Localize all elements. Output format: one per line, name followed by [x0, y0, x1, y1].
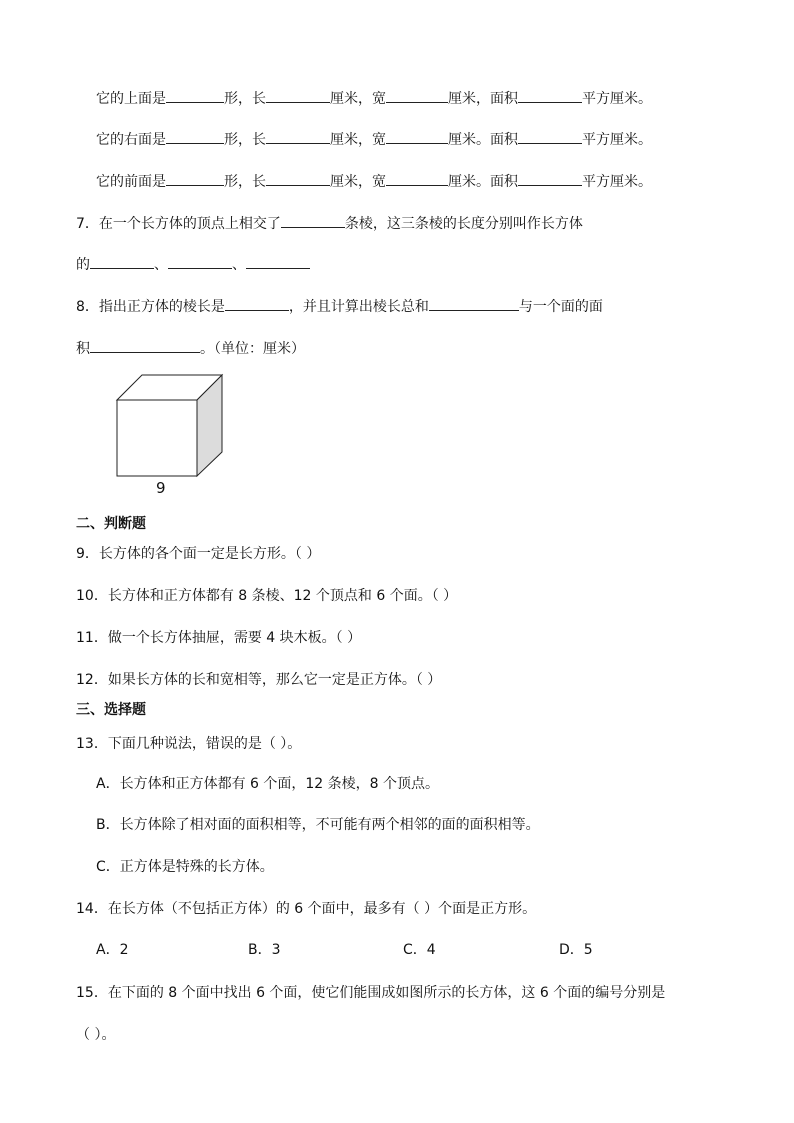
q6-row-1: [96, 88, 652, 109]
answer-blank[interactable]: [518, 171, 582, 186]
answer-blank[interactable]: [386, 171, 448, 186]
separator: 、: [232, 257, 246, 273]
answer-blank[interactable]: [281, 213, 345, 228]
judge-item-12: 12．如果长方体的长和宽相等，那么它一定是正方体。（ ）: [76, 672, 442, 688]
q6-row-2: [96, 129, 652, 150]
section-heading-judge: 二、判断题: [76, 516, 146, 532]
q6-text: 平方厘米。: [582, 132, 652, 148]
q6-text: 厘米，宽: [330, 132, 386, 148]
q8-text: ，并且计算出棱长总和: [288, 299, 429, 315]
q15-stem-line-2: （ ）。: [76, 1027, 116, 1043]
q6-row-label: 它的上面是: [96, 91, 166, 107]
answer-blank[interactable]: [166, 129, 224, 144]
cube-edge-label: 9: [156, 479, 166, 497]
judge-item-10: 10．长方体和正方体都有 8 条棱、12 个顶点和 6 个面。（ ）: [76, 588, 458, 604]
q6-text: 形，长: [224, 174, 266, 190]
q13-option-c[interactable]: C．正方体是特殊的长方体。: [96, 859, 274, 875]
q13-option-a[interactable]: A．长方体和正方体都有 6 个面，12 条棱，8 个顶点。: [96, 776, 440, 792]
separator: 、: [154, 257, 168, 273]
q7-line-2: [76, 254, 310, 275]
q7-line-1: [76, 213, 583, 234]
q6-text: 形，长: [224, 91, 266, 107]
q14-option-b[interactable]: B．3: [248, 942, 281, 958]
answer-blank[interactable]: [518, 129, 582, 144]
answer-blank[interactable]: [386, 129, 448, 144]
q8-text: 8．指出正方体的棱长是: [76, 299, 225, 315]
q6-text: 厘米，面积: [448, 91, 518, 107]
section-heading-choice: 三、选择题: [76, 702, 146, 718]
answer-blank[interactable]: [168, 254, 232, 269]
q6-row-label: 它的右面是: [96, 132, 166, 148]
q6-row-3: [96, 171, 652, 192]
q6-text: 厘米，宽: [330, 174, 386, 190]
q6-text: 平方厘米。: [582, 91, 652, 107]
answer-blank[interactable]: [266, 129, 330, 144]
answer-blank[interactable]: [386, 88, 448, 103]
answer-blank[interactable]: [90, 254, 154, 269]
answer-blank[interactable]: [90, 338, 200, 353]
cube-front-face: [117, 400, 197, 476]
q6-text: 厘米。面积: [448, 132, 518, 148]
answer-blank[interactable]: [266, 88, 330, 103]
answer-blank[interactable]: [518, 88, 582, 103]
q13-option-b[interactable]: B．长方体除了相对面的面积相等，不可能有两个相邻的面的面积相等。: [96, 817, 540, 833]
q6-text: 形，长: [224, 132, 266, 148]
q7-text: 条棱，这三条棱的长度分别叫作长方体: [344, 216, 583, 232]
q14-option-c[interactable]: C．4: [403, 942, 436, 958]
q8-text: 与一个面的面: [518, 299, 603, 315]
answer-blank[interactable]: [225, 296, 289, 311]
answer-blank[interactable]: [166, 171, 224, 186]
q7-text: 的: [76, 257, 90, 273]
q8-text: 积: [76, 341, 90, 357]
q7-text: 7．在一个长方体的顶点上相交了: [76, 216, 281, 232]
cube-figure: [112, 370, 232, 480]
q6-text: 厘米。面积: [448, 174, 518, 190]
q8-line-2: [76, 338, 305, 359]
answer-blank[interactable]: [246, 254, 310, 269]
q15-stem-line-1: 15．在下面的 8 个面中找出 6 个面，使它们能围成如图所示的长方体，这 6 个面的编号分别是: [76, 985, 666, 1001]
q14-option-a[interactable]: A．2: [96, 942, 129, 958]
q6-text: 平方厘米。: [582, 174, 652, 190]
q14-stem: 14．在长方体（不包括正方体）的 6 个面中，最多有（ ）个面是正方形。: [76, 901, 537, 917]
q13-stem: 13．下面几种说法，错误的是（ ）。: [76, 736, 302, 752]
q8-line-1: [76, 296, 603, 317]
answer-blank[interactable]: [429, 296, 519, 311]
q6-text: 厘米，宽: [330, 91, 386, 107]
q6-row-label: 它的前面是: [96, 174, 166, 190]
answer-blank[interactable]: [166, 88, 224, 103]
answer-blank[interactable]: [266, 171, 330, 186]
q8-text: 。（单位：厘米）: [200, 341, 305, 357]
judge-item-11: 11．做一个长方体抽屉，需要 4 块木板。（ ）: [76, 630, 362, 646]
judge-item-9: 9．长方体的各个面一定是长方形。（ ）: [76, 546, 321, 562]
q14-option-d[interactable]: D．5: [559, 942, 593, 958]
